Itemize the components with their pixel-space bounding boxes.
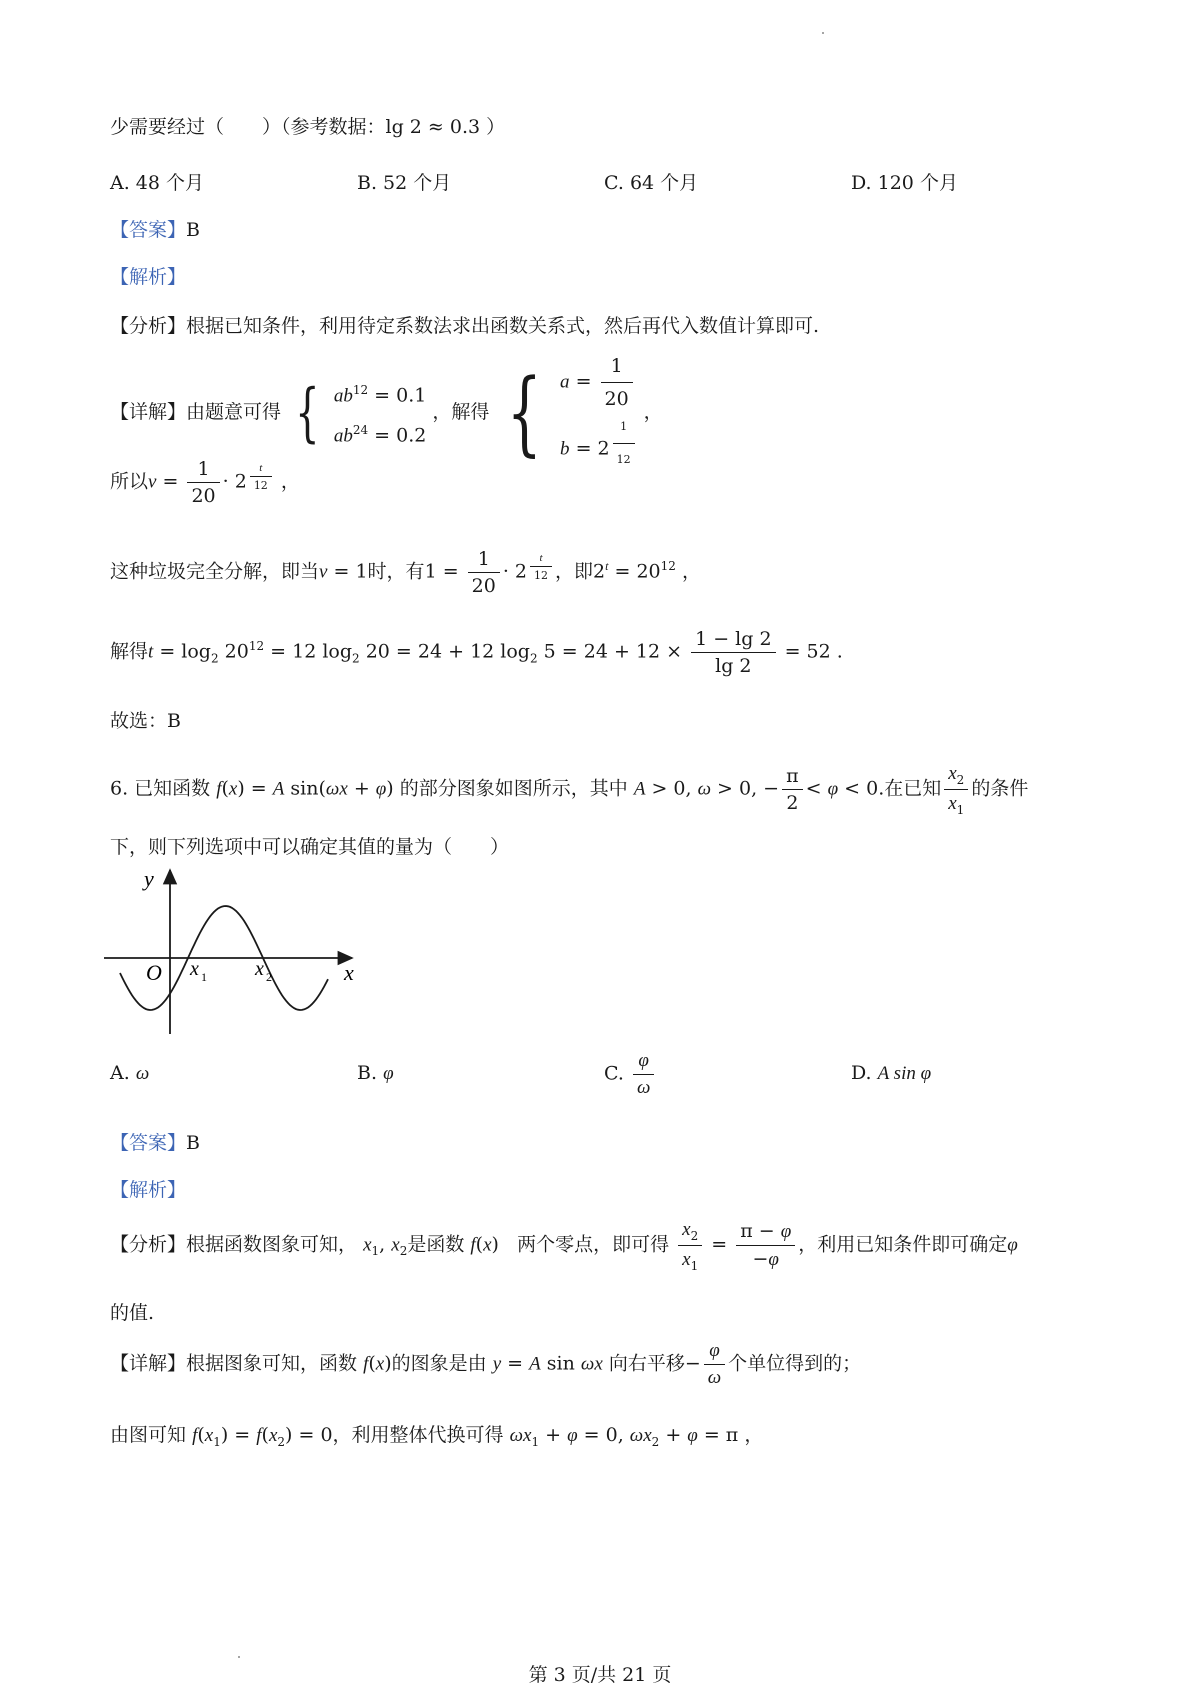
page-footer: 第 3 页/共 21 页 <box>528 1664 672 1686</box>
q5-jiede: 解得$t = \log_2 20^{12} = 12$ $\log_2 20 = 24 + 12$ $\log_2 5 = 24 + 12$ × $\frac{1 - \lg 2}{\lg 2}$ = 52 . <box>110 628 843 677</box>
q6-last-line: 由图可知 $f(x_1) = f(x_2) = 0$，利用整体代换可得 $\omega x_1 + \varphi = 0$, $\omega x_2 + \varphi = \pi$ ， <box>110 1424 764 1449</box>
q5-option-d: D. 120 个月 <box>851 172 958 194</box>
q6-fenxi-end: 的值. <box>110 1302 155 1324</box>
q6-stem: 6. 已知函数 f(x) = A sin(ωx + φ) 的部分图象如图所示，其中 A > 0, ω > 0, − $\frac{\pi}{2}$ < φ < 0.在已知 $\frac{x_2}{x_1}$ 的条件 <box>110 763 1029 817</box>
q5-analysis-heading: 【解析】 <box>110 266 187 288</box>
q5-suoyi: 所以v = $\frac{1}{20}$ · 2 $^{\frac{t}{12}}$ ， <box>110 458 300 507</box>
x-axis-label: x <box>344 960 354 985</box>
q5-answer: 【答案】B <box>110 219 200 241</box>
y-axis-label: y <box>144 866 154 891</box>
x2-label: x <box>255 958 264 980</box>
q5-stem-tail: 少需要经过（ ）（参考数据：lg 2 ≈ 0.3 ） <box>110 116 506 138</box>
q6-analysis-heading: 【解析】 <box>110 1179 187 1201</box>
x1-label: x <box>190 958 199 980</box>
scan-speck <box>238 1656 240 1658</box>
q6-option-a: A. ω <box>110 1062 150 1084</box>
solution-system: a = $\frac{1}{20}$ b = 2 $^{\frac{1}{12}}$ <box>560 352 638 474</box>
q6-option-d: D. A sin φ <box>851 1062 932 1084</box>
q5-option-b: B. 52 个月 <box>357 172 452 194</box>
q5-option-a: A. 48 个月 <box>110 172 205 194</box>
left-brace: { <box>507 359 543 466</box>
x1-subscript: 1 <box>201 970 207 984</box>
q6-answer: 【答案】B <box>110 1132 200 1154</box>
origin-label: O <box>146 960 162 985</box>
q5-fenxi: 【分析】根据已知条件，利用待定系数法求出函数关系式，然后再代入数值计算即可. <box>110 315 820 337</box>
q6-fenxi: 【分析】根据函数图象可知， $x_1$, $x_2$是函数 f(x) 两个零点，即可得 $\frac{x_2}{x_1}$ = $\frac{\pi - \varphi}{-\varphi}$ ，利用已知条件即可确定φ <box>110 1219 1018 1273</box>
equation-system: $ab^{12} = 0.1$ $ab^{24} = 0.2$ <box>333 382 427 447</box>
q5-guxuan: 故选：B <box>110 710 181 732</box>
q5-xiangjie: 【详解】由题意可得 { $ab^{12} = 0.1$ $ab^{24} = 0.2$ ，解得 { a = $\frac{1}{20}$ b = 2 $^{\frac{1}{12}}$ ， <box>110 352 663 474</box>
q5-option-c: C. 64 个月 <box>604 172 699 194</box>
q6-option-c: C. $\frac{\varphi}{\omega}$ <box>604 1050 657 1099</box>
left-brace: { <box>295 376 320 450</box>
scan-speck <box>822 32 824 34</box>
q6-option-b: B. φ <box>357 1062 394 1084</box>
q6-stem-line2: 下，则下列选项中可以确定其值的量为（ ） <box>110 836 510 858</box>
sine-graph <box>100 862 380 1042</box>
q6-xiangjie: 【详解】根据图象可知，函数 f(x)的图象是由 y = A sin ωx 向右平移− $\frac{\varphi}{\omega}$ 个单位得到的； <box>110 1340 862 1388</box>
x2-subscript: 2 <box>266 970 272 984</box>
q5-decomp: 这种垃圾完全分解，即当v = 1时，有1 = $\frac{1}{20}$ · 2 $^{\frac{t}{12}}$ ，即$2^t = 20^{12}$ ， <box>110 548 701 597</box>
